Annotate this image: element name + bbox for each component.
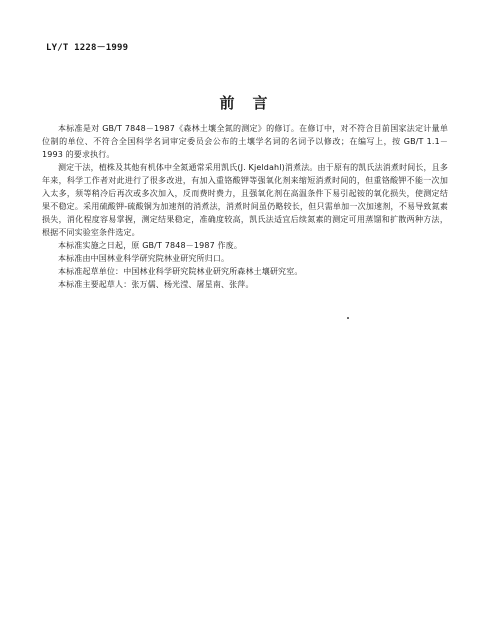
standard-code: LY/T 1228－1999 bbox=[46, 43, 129, 53]
stray-dot-mark bbox=[347, 317, 349, 319]
paragraph-responsible-body: 本标准由中国林业科学研究院林业研究所归口。 bbox=[58, 254, 230, 263]
paragraph-drafters: 本标准主要起草人：张万儒、杨光滢、屠星南、张萍。 bbox=[58, 280, 254, 289]
section-title: 前言 bbox=[219, 94, 286, 112]
paragraph-supersedes: 本标准实施之日起，原 GB/T 7848－1987 作废。 bbox=[58, 241, 242, 250]
paragraph-method-description: 测定干法，植株及其他有机体中全氮通常采用凯氏(J. Kjeldahl)消煮法。由于原有的凯氏法消煮时间长，且多年来，科学工作者对此进行了很多改进，有加入重铬酸钾等强氧化剂来缩短消煮时间的，但重铬酸钾不能一次加入太多，须等稍冷后再次或多次加入，反而费时费力，且强氧化剂在高温条件下易引起铵的氧化损失，使测定结果不稳定。采用硫酸钾-硫酸铜为加速剂的消煮法，消煮时间虽仍略较长，但只需单加一次加速剂，不易导致氮素损失，消化程度容易掌握，测定结果稳定，准确度较高，凯氏法适宜后续氮素的测定可用蒸馏和扩散两种方法，根据不同实验室条件选定。 bbox=[42, 163, 448, 237]
paragraph-revision-note: 本标准是对 GB/T 7848－1987《森林土壤全氮的测定》的修订。在修订中，对不符合目前国家法定计量单位制的单位、不符合全国科学名词审定委员会公布的土壤学名词的名词予以修改；在编写上，按 GB/T 1.1－1993 的要求执行。 bbox=[42, 124, 448, 159]
paragraph-drafting-unit: 本标准起草单位：中国林业科学研究院林业研究所森林土壤研究室。 bbox=[58, 267, 303, 276]
foreword-body bbox=[42, 122, 448, 291]
